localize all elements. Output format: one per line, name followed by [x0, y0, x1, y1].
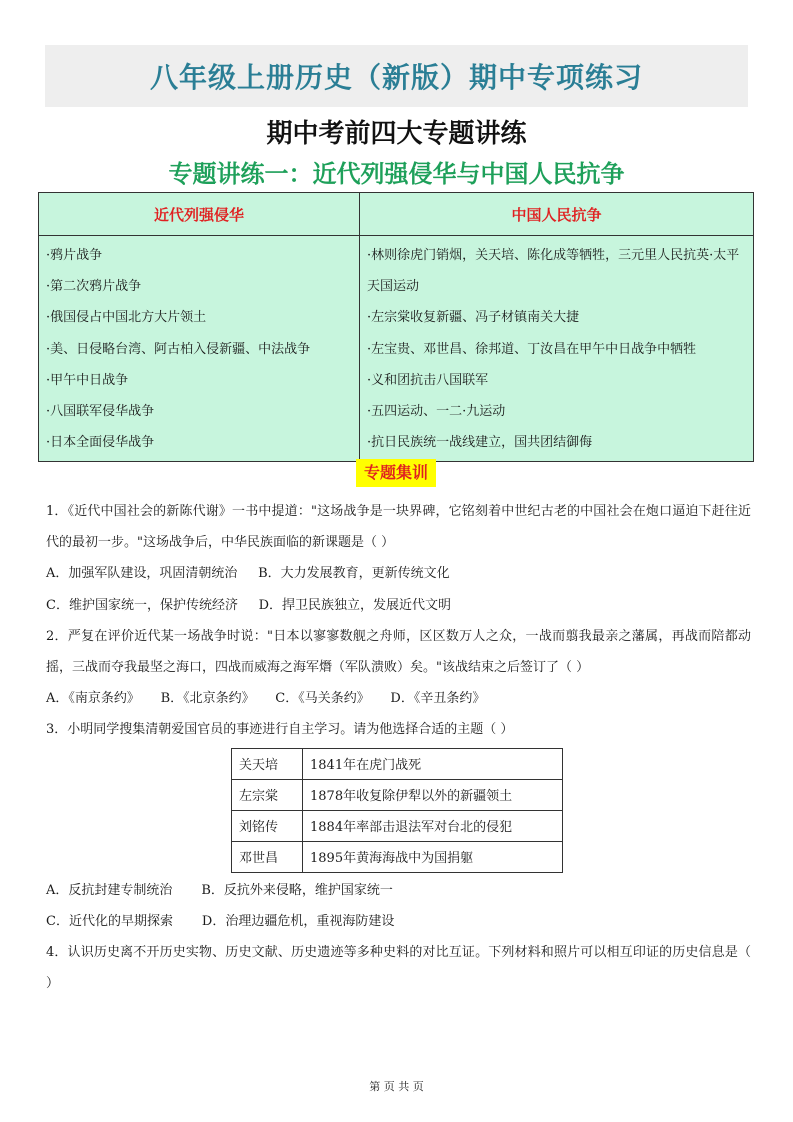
- left-column-cell: [39, 236, 360, 462]
- official-event: 1878年收复除伊犁以外的新疆领土: [303, 779, 563, 810]
- table-row: [232, 748, 563, 779]
- question-list: [46, 496, 751, 999]
- question-stem: 2．严复在评价近代某一场战争时说："日本以寥寥数舰之舟师，区区数万人之众，一战而翦我最亲之藩属，再战而陪都动摇，三战而夺我最坚之海口，四战而威海之海军熸（军队溃败）矣。"该战结束之后签订了（ ）: [46, 628, 751, 676]
- question-stem: 4．认识历史离不开历史实物、历史文献、历史遗迹等多种史料的对比互证。下列材料和照片可以相互印证的历史信息是（ ）: [46, 945, 751, 992]
- table-row: [232, 779, 563, 810]
- list-item: ·左宗棠收复新疆、冯子材镇南关大捷: [367, 310, 580, 326]
- option-a[interactable]: A．反抗封建专制统治: [46, 882, 173, 898]
- option-d[interactable]: D．《辛丑条约》: [390, 691, 486, 707]
- right-column-cell: [360, 236, 754, 462]
- option-a[interactable]: A．《南京条约》: [46, 691, 140, 707]
- question-3: [46, 714, 751, 937]
- official-name: 关天培: [232, 748, 303, 779]
- list-item: ·义和团抗击八国联军: [367, 372, 489, 388]
- page-heading: 期中考前四大专题讲练: [266, 119, 527, 149]
- official-name: 邓世昌: [232, 841, 303, 872]
- table-row: [232, 810, 563, 841]
- list-item: ·林则徐虎门销烟，关天培、陈化成等牺牲，三元里人民抗英·太平天国运动: [367, 248, 740, 295]
- left-column-header: 近代列强侵华: [39, 193, 360, 236]
- list-item: ·美、日侵略台湾、阿古柏入侵新疆、中法战争: [46, 341, 311, 357]
- official-event: 1895年黄海海战中为国捐躯: [303, 841, 563, 872]
- page-subheading: 专题讲练一：近代列强侵华与中国人民抗争: [168, 160, 625, 188]
- question-stem: 1．《近代中国社会的新陈代谢》一书中提道："这场战争是一块界碑，它铭刻着中世纪古老的中国社会在炮口逼迫下赶往近代的最初一步。"这场战争后，中华民族面临的新课题是（ ）: [46, 504, 751, 551]
- question-4: [46, 937, 751, 999]
- option-b[interactable]: B．大力发展教育，更新传统文化: [258, 566, 450, 582]
- option-row: [46, 875, 751, 906]
- option-b[interactable]: B．反抗外来侵略，维护国家统一: [201, 882, 393, 898]
- list-item: ·俄国侵占中国北方大片领土: [46, 310, 207, 326]
- right-column-header: 中国人民抗争: [360, 193, 754, 236]
- option-row: [46, 590, 751, 621]
- table-row: [232, 841, 563, 872]
- option-row: [46, 558, 751, 589]
- page-footer: 第 页 共 页: [369, 1080, 424, 1093]
- option-b[interactable]: B．《北京条约》: [160, 691, 255, 707]
- question-stem: 3．小明同学搜集清朝爱国官员的事迹进行自主学习。请为他选择合适的主题（ ）: [46, 722, 514, 738]
- list-item: ·五四运动、一二·九运动: [367, 404, 506, 420]
- list-item: ·甲午中日战争: [46, 372, 129, 388]
- official-name: 左宗棠: [232, 779, 303, 810]
- topic-summary-table: [38, 192, 754, 462]
- option-c[interactable]: C．维护国家统一，保护传统经济: [46, 597, 238, 613]
- list-item: ·八国联军侵华战争: [46, 404, 155, 420]
- option-c[interactable]: C．近代化的早期探索: [46, 913, 173, 929]
- option-row: [46, 683, 751, 714]
- option-c[interactable]: C．《马关条约》: [275, 691, 370, 707]
- title-banner: [45, 45, 748, 107]
- question-2: [46, 621, 751, 715]
- list-item: ·抗日民族统一战线建立，国共团结御侮: [367, 435, 593, 451]
- list-item: ·左宝贵、邓世昌、徐邦道、丁汝昌在甲午中日战争中牺牲: [367, 341, 697, 357]
- banner-title: 八年级上册历史（新版）期中专项练习: [149, 61, 643, 94]
- section-label: 专题集训: [356, 459, 436, 487]
- option-row: [46, 906, 751, 937]
- official-event: 1841年在虎门战死: [303, 748, 563, 779]
- option-d[interactable]: D．治理边疆危机，重视海防建设: [201, 913, 395, 929]
- officials-table: [231, 748, 563, 873]
- list-item: ·日本全面侵华战争: [46, 435, 155, 451]
- official-name: 刘铭传: [232, 810, 303, 841]
- option-a[interactable]: A．加强军队建设，巩固清朝统治: [46, 566, 238, 582]
- official-event: 1884年率部击退法军对台北的侵犯: [303, 810, 563, 841]
- option-d[interactable]: D．捍卫民族独立，发展近代文明: [258, 597, 452, 613]
- list-item: ·鸦片战争: [46, 248, 103, 263]
- question-1: [46, 496, 751, 621]
- list-item: ·第二次鸦片战争: [46, 279, 142, 295]
